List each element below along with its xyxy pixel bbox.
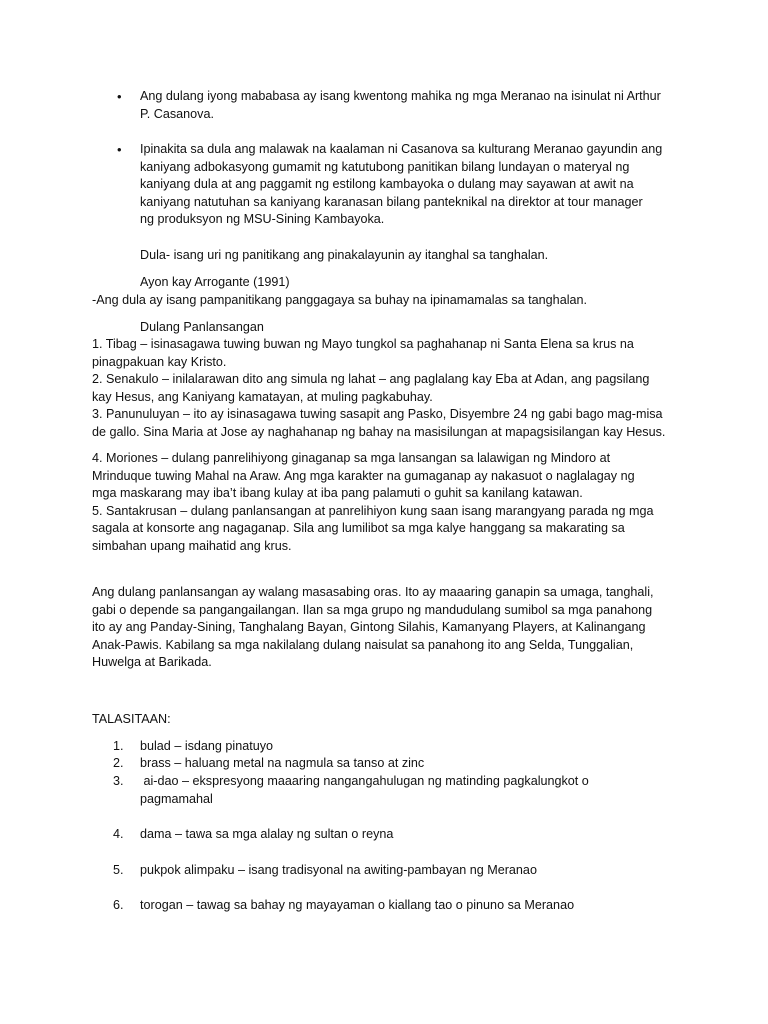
text-line: Mrinduque tuwing Mahal na Araw. Ang mga karakter na gumaganap ay nakasuot o naglalagay ng (92, 468, 635, 483)
text-line: sagala at konsorte ang nagaganap. Sila ang lumilibot sa mga kalye hanggang sa makarating sa (92, 521, 625, 535)
text-line: simbahan upang maihatid ang krus. (92, 538, 292, 553)
text-line: mga maskarang may iba’t ibang kulay at iba pang palamuti o guhit sa kanilang katawan. (92, 486, 583, 500)
summary-paragraph (92, 584, 682, 672)
text-line: pukpok alimpaku – isang tradisyonal na awiting-pambayan ng Meranao (140, 863, 537, 877)
text-line: Huwelga at Barikada. (92, 655, 212, 669)
list-item (92, 406, 682, 441)
list-item (92, 371, 682, 406)
list-number: 3. (113, 774, 124, 788)
glossary-item (140, 755, 660, 773)
text-line: P. Casanova. (140, 106, 214, 121)
bullet-marker: • (117, 142, 122, 157)
text-line: kay Hesus, ang Kaniyang kamatayan, at muling pagkabuhay. (92, 389, 433, 404)
bullet-paragraph (140, 141, 700, 229)
text-line: Ang dulang iyong mababasa ay isang kwentong mahika ng mga Meranao na isinulat ni Arthur (140, 89, 661, 103)
text-line: kaniyang natutuhan sa kaniyang karanasan bilang panteknikal na direktor at tour manager (140, 194, 643, 209)
bullet-paragraph (140, 88, 700, 123)
text-line: Ang dulang panlansangan ay walang masasabing oras. Ito ay maaaring ganapin sa umaga, tanghali, (92, 585, 654, 599)
text-line: gabi o depende sa pangangailangan. Ilan sa mga grupo ng mandudulang sumibol sa mga panahong (92, 602, 653, 617)
list-item (92, 503, 682, 556)
list-number: 6. (113, 898, 124, 912)
text-line: torogan – tawag sa bahay ng mayayaman o kiallang tao o pinuno sa Meranao (140, 898, 575, 912)
text-line: pagmamahal (140, 791, 213, 806)
arrogante-definition: -Ang dula ay isang pampanitikang panggagaya sa buhay na ipinamamalas sa tanghalan. (92, 293, 587, 307)
glossary-item (140, 738, 660, 756)
text-line: brass – haluang metal na nagmula sa tanso at zinc (140, 756, 425, 770)
glossary-item (140, 826, 660, 844)
text-line: dama – tawa sa mga alalay ng sultan o reyna (140, 827, 394, 841)
glossary-item (140, 897, 660, 915)
text-line: 3. Panunuluyan – ito ay isinasagawa tuwing sasapit ang Pasko, Disyembre 24 ng gabi bago mag-misa (92, 407, 663, 421)
text-line: 2. Senakulo – inilalarawan dito ang simula ng lahat – ang paglalang kay Eba at Adan, ang pagsilang (92, 372, 650, 386)
list-number: 1. (113, 739, 124, 753)
text-line: 4. Moriones – dulang panrelihiyong ginaganap sa mga lansangan sa lalawigan ng Mindoro at (92, 451, 611, 465)
talasitaan-heading: TALASITAAN: (92, 712, 171, 726)
text-line: de gallo. Sina Maria at Jose ay naghahanap ng bahay na masisilungan at mapagsisilangan kay Hesus. (92, 424, 666, 439)
list-item (92, 450, 682, 503)
text-line: ito ay ang Panday-Sining, Tanghalang Bayan, Gintong Silahis, Kamanyang Players, at Kalinangang (92, 620, 646, 634)
text-line: Anak-Pawis. Kabilang sa mga nakilalang dulang naisulat sa panahong ito ang Selda, Tunggalian, (92, 637, 634, 652)
text-line: bulad – isdang pinatuyo (140, 739, 274, 753)
panlansangan-list (92, 336, 682, 555)
text-line: kaniyang adbokasyong gumamit ng katutubong panitikan bilang lundayan o materyal ng (140, 159, 630, 174)
dula-definition: Dula- isang uri ng panitikang ang pinakalayunin ay itanghal sa tanghalan. (140, 248, 549, 262)
list-item (92, 336, 682, 371)
text-line: 1. Tibag – isinasagawa tuwing buwan ng Mayo tungkol sa paghahanap ni Santa Elena sa krus na (92, 337, 634, 351)
list-number: 2. (113, 756, 124, 770)
glossary-item (140, 773, 660, 808)
glossary-item (140, 862, 660, 880)
text-line: ng produksyon ng MSU-Sining Kambayoka. (140, 212, 385, 226)
panlansangan-heading: Dulang Panlansangan (140, 320, 264, 334)
list-number: 5. (113, 863, 124, 877)
arrogante-heading: Ayon kay Arrogante (1991) (140, 275, 290, 289)
text-line: kaniyang dula at ang paggamit ng estilong kambayoka o dulang may sayawan at awit na (140, 177, 634, 191)
bullet-marker: • (117, 89, 122, 104)
text-line: Ipinakita sa dula ang malawak na kaalaman ni Casanova sa kulturang Meranao gayundin ang (140, 142, 663, 156)
text-line: 5. Santakrusan – dulang panlansangan at panrelihiyon kung saan isang marangyang parada ng mga (92, 503, 654, 518)
list-number: 4. (113, 827, 124, 841)
text-line: ai-dao – ekspresyong maaaring nangangahulugan ng matinding pagkalungkot o (140, 774, 589, 788)
text-line: pinagpakuan kay Kristo. (92, 354, 227, 369)
